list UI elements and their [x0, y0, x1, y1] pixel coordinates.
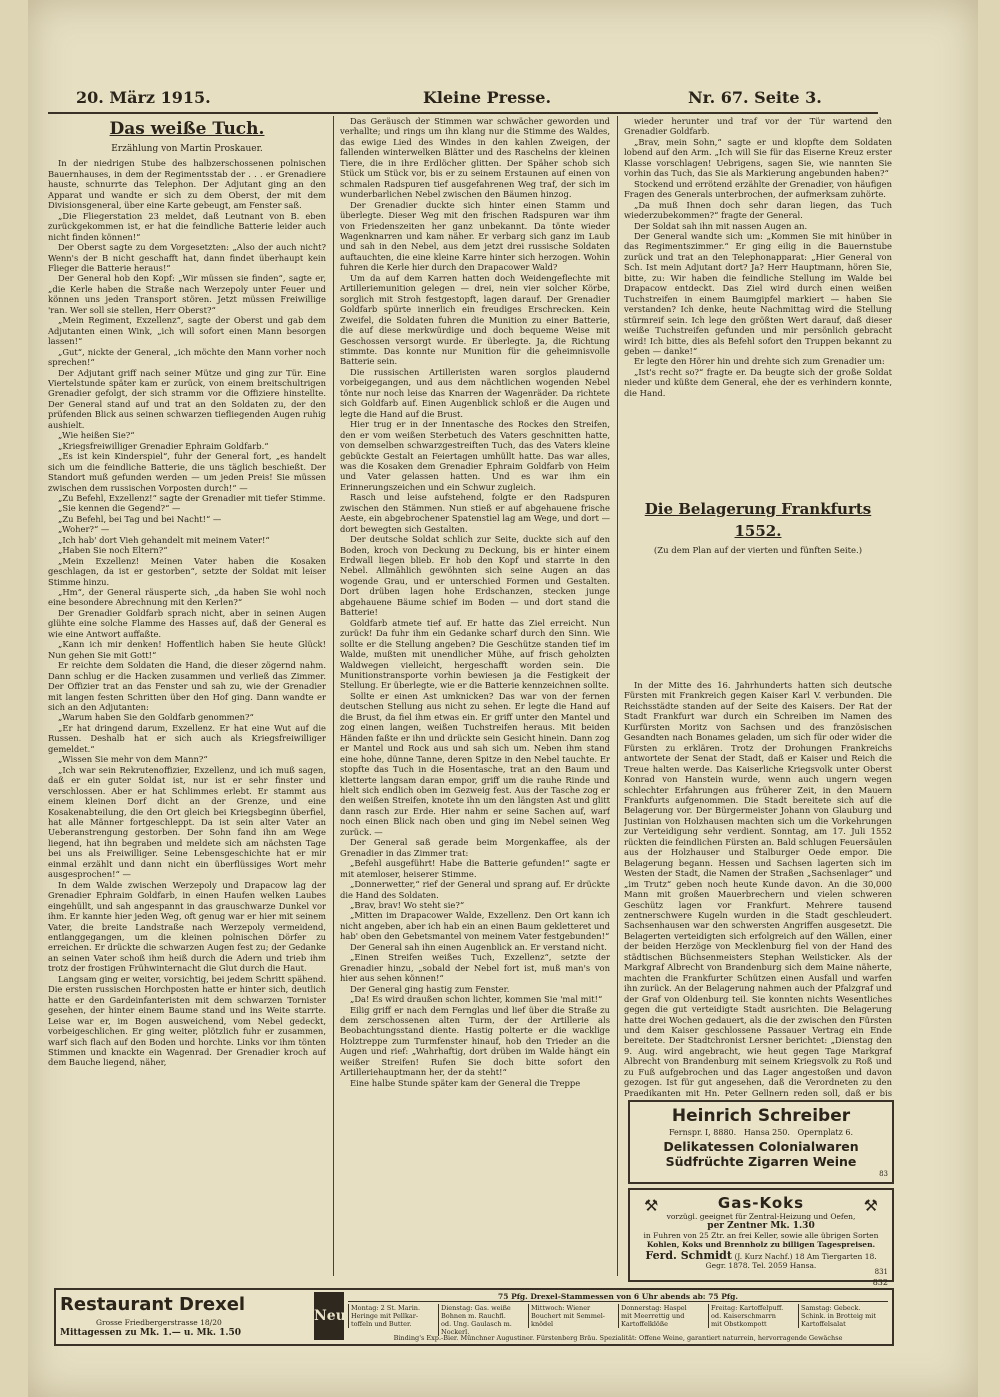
paragraph: Der General hob den Kopf: „Wir müssen sie finden“, sagte er, „die Kerle haben die Straße nach Werzepoly unter Feuer und können uns jeden Transport stören. Jetzt müssen Freiwillige 'ran. Wer soll sie stellen, Herr Oberst?“: [48, 273, 326, 315]
column-rule: [617, 116, 618, 1276]
ad-gas-koks: [628, 1188, 894, 1282]
menu-saturday: Samstag: Gebeck. Schink. in Brotteig mit Kartoffelsalat: [798, 1304, 877, 1328]
paragraph: „Warum haben Sie den Goldfarb genommen?“: [58, 712, 254, 723]
header-date: 20. März 1915.: [76, 88, 211, 107]
paragraph: „Befehl ausgeführt! Habe die Batterie gefunden!“ sagte er mit atemloser, heiserer Stimme.: [340, 858, 610, 879]
column-rule: [333, 116, 334, 1276]
ad-gaskoks-line3: in Fuhren von 25 Ztr. an frei Keller, sowie alle übrigen Sorten: [643, 1231, 879, 1240]
paragraph: „Gut“, nickte der General, „ich möchte den Mann vorher noch sprechen!“: [48, 346, 326, 368]
ad-drexel-neu-badge: Neu: [314, 1292, 344, 1340]
header-page-number: Nr. 67. Seite 3.: [688, 88, 822, 107]
paragraph: „Donnerwetter,“ rief der General und sprang auf. Er drückte die Hand des Soldaten.: [340, 879, 610, 900]
menu-tuesday: Dienstag: Gas. weiße Bohnen m. Rauchfl. od. Ung. Gaulasch m. Nockerl.: [438, 1304, 517, 1336]
ad-heinrich-schreiber: [628, 1100, 894, 1184]
story-byline: Erzählung von Martin Proskauer.: [111, 144, 263, 154]
ad-gaskoks-price: per Zentner Mk. 1.30: [707, 1221, 815, 1231]
paragraph: Rasch und leise aufstehend, folgte er den Radspuren zwischen den Stämmen. Nun stieß er auf abgehauene frische Aeste, ein abgebrochener Spatenstiel lag am Wege, und dort — dort bewegten sich Gestalten.: [340, 492, 610, 534]
paragraph: „Mein Regiment, Exzellenz“, sagte der Oberst und gab dem Adjutanten einen Wink, „ich will sofort einen Mann besorgen lassen!“: [48, 315, 326, 347]
crossed-hammers-icon: ⚒: [863, 1196, 878, 1215]
page-code: 832: [872, 1278, 888, 1287]
paragraph: „Da! Es wird draußen schon lichter, kommen Sie 'mal mit!“: [350, 994, 603, 1005]
paragraph: „Brav, mein Sohn,“ sagte er und klopfte dem Soldaten lobend auf den Arm. „Ich will Sie für das Eiserne Kreuz erster Klasse vorschlagen! Uebrigens, sagen Sie, wie nannten Sie vorhin das Tuch, das Sie als Markierung angebunden haben?“: [624, 136, 892, 179]
header-paper-title: Kleine Presse.: [423, 88, 552, 107]
paragraph: Der Grenadier Goldfarb sprach nicht, aber in seinen Augen glühte eine solche Flamme des Hasses auf, daß der General es wie eine Antwort auffaßte.: [48, 607, 326, 639]
ad-drexel-footer: Binding's Exp.-Bier. Münchner Augustiner. Fürstenberg Bräu. Spezialität: Offene Weine, garantiert naturrein, hervorragende Gewächse: [393, 1334, 843, 1342]
paragraph: „Er hat dringend darum, Exzellenz. Er hat eine Wut auf die Russen. Deshalb hat er sich auch als Kriegsfreiwilliger gemeldet.“: [48, 722, 326, 754]
paragraph: „Woher?“ —: [58, 524, 110, 535]
paragraph: Der General saß gerade beim Morgenkaffee, als der Grenadier in das Zimmer trat:: [340, 837, 610, 858]
ad-gaskoks-line4: Kohlen, Koks und Brennholz zu billigen Tagespreisen.: [646, 1240, 876, 1249]
siege-article-text: [624, 680, 892, 1098]
paragraph: „Ist's recht so?“ fragte er. Da beugte sich der große Soldat nieder und küßte dem General, ehe der es verhindern konnte, die Hand.: [624, 366, 892, 398]
paragraph: Er reichte dem Soldaten die Hand, die dieser zögernd nahm. Dann schlug er die Hacken zusammen und verließ das Zimmer. Der Offizier trat an das Fenster und sah zu, wie der Grenadier mit langen festen Schritten über den Hof ging. Dann wandte er sich an den Adjutanten:: [48, 660, 326, 713]
paragraph: „Wissen Sie mehr von dem Mann?“: [58, 754, 208, 765]
paragraph: „Kann ich mir denken! Hoffentlich haben Sie heute Glück! Nun gehen Sie mit Gott!“: [48, 639, 326, 660]
paragraph: „Haben Sie noch Eltern?“: [58, 545, 168, 556]
story-title: Das weiße Tuch.: [109, 119, 265, 139]
story-column-3: [624, 116, 892, 668]
ad-schreiber-products-1: Delikatessen Colonialwaren: [663, 1139, 859, 1154]
paragraph: Langsam ging er weiter, vorsichtig, bei jedem Schritt spähend. Die ersten russischen Horchposten hatte er hinter sich, deutlich hatte er den Gardeinfanteristen mit dem schwarzen Tornister gesehen, der hinter einem Baume stand und ins Weite starrte. Leise war er, im Bogen ausweichend, vom Nebel gedeckt, vorbeigeschlichen. Er ging weiter, plötzlich fuhr er zusammen, warf sich flach auf den Boden und horchte. Links vor ihm tönten Stimmen und knackte ein Wagenrad. Der Grenadier kroch auf dem Bauche liegend, näher,: [48, 973, 326, 1068]
paragraph: Er legte den Hörer hin und drehte sich zum Grenadier um:: [634, 356, 885, 367]
paragraph: Die russischen Artilleristen waren sorglos plaudernd vorbeigegangen, und aus dem nächtlichen wogenden Nebel tönte nur noch leise das Knarren der Wagenräder. Da richtete sich Goldfarb auf. Einen Augenblick schloß er die Augen und legte die Hand auf die Brust.: [340, 366, 610, 419]
story-text: [48, 158, 326, 1067]
ad-gaskoks-line1: vorzügl. geeignet für Zentral-Heizung und Oefen,: [666, 1212, 856, 1221]
paragraph: „Kriegsfreiwilliger Grenadier Ephraim Goldfarb.“: [58, 440, 269, 451]
paragraph: „Da muß Ihnen doch sehr daran liegen, das Tuch wiederzubekommen?“ fragte der General.: [624, 199, 892, 221]
paragraph: „Sie kennen die Gegend?“ —: [58, 503, 181, 514]
ad-schreiber-name: Heinrich Schreiber: [671, 1106, 851, 1126]
paragraph: „Die Fliegerstation 23 meldet, daß Leutnant von B. eben zurückgekommen ist, er hat die feindliche Batterie leider auch nicht finden können!“: [48, 210, 326, 242]
paragraph: Goldfarb atmete tief auf. Er hatte das Ziel erreicht. Nun zurück! Da fuhr ihm ein Gedanke scharf durch den Sinn. Wie sollte er die Stellung angeben? Die Geschütze standen tief im Walde, mußten mit unendlicher Mühe, auf frisch geholzten Waldwegen vielleicht, hergeschafft worden sein. Die Munitionstransporte vorhin bewiesen ja die Festigkeit der Stellung. Er überlegte, wie er die Batterie kennzeichnen sollte.: [340, 617, 610, 691]
paragraph: „Ich hab' dort Vieh gehandelt mit meinem Vater!“: [58, 534, 270, 545]
story-text: [624, 116, 892, 398]
paragraph: Der deutsche Soldat schlich zur Seite, duckte sich auf den Boden, kroch von Deckung zu Deckung, bis er hinter einem Erdwall liegen blieb. Er hob den Kopf und starrte in den Nebel. Allmählich gewöhnten sich seine Augen an das wogende Grau, und er unterschied Formen und Gestalten. Dort drüben lagen hohe Erdschanzen, stecken junge abgehauene Bäume schief im Boden — und dort stand die Batterie!: [340, 534, 610, 618]
siege-subtitle: (Zu dem Plan auf der vierten und fünften Seite.): [653, 546, 863, 556]
paragraph: In der niedrigen Stube des halbzerschossenen polnischen Bauernhauses, in dem der Regimentsstab der . . . er Grenadiere hauste, schnurrte das Telephon. Der Adjutant ging an den Apparat und wandte er sich zu dem Oberst, der mit dem Divisionsgeneral, über eine Karte gebeugt, am Fenster saß.: [48, 158, 326, 211]
siege-text: [624, 680, 892, 1098]
paragraph: „Einen Streifen weißes Tuch, Exzellenz“, setzte der Grenadier hinzu, „sobald der Nebel fort ist, muß man's von hier aus sehen können!“: [340, 952, 610, 984]
menu-thursday: Donnerstag: Haspel mit Meerrettig und Kartoffelklöße: [618, 1304, 697, 1328]
ad-drexel-address: Grosse Friedbergerstrasse 18/20: [96, 1318, 222, 1327]
paragraph: „Zu Befehl, bei Tag und bei Nacht!“ —: [58, 513, 222, 524]
ad-gaskoks-name: Gas-Koks: [717, 1194, 805, 1212]
ad-schreiber-code: 83: [879, 1170, 888, 1178]
menu-wednesday: Mittwoch: Wiener Bouchert mit Semmel-knödel: [528, 1304, 607, 1328]
crossed-hammers-icon: ⚒: [644, 1196, 659, 1215]
paragraph: In der Mitte des 16. Jahrhunderts hatten sich deutsche Fürsten mit Frankreich gegen Kaiser Karl V. verbunden. Die Reichsstädte standen auf der Seite des Kaisers. Der Rat der Stadt Frankfurt war durch ein Schreiben im Namen des Kurfürsten Moritz von Sachsen und des französischen Gesandten nach Bonames geladen, um sich für oder wider die Fürsten zu erklären. Trotz der Drohungen Frankreichs antwortete der Senat der Stadt, daß er Kaiser und Reich die Treue halten werde. Das Kaiserliche Kriegsvolk unter Oberst Konrad von Hanstein wurde, wenn auch ungern wegen schlechter Erfahrungen aus früherer Zeit, in den Mauern Frankfurts aufgenommen. Die Stadt bereitete sich auf die Belagerung vor. Der Bürgermeister Johann von Glauburg und Justinian von Holzhausen machten sich um die Vorkehrungen zur Verteidigung sehr verdient. Sonntag, am 17. Juli 1552 rückten die feindlichen Fürsten an. Bald schlugen Feuersäulen aus der Holzhauser und Stalburger Oede empor. Die Belagerung begann. Hessen und Sachsen lagerten sich im Westen der Stadt, die Namen der Straßen „Sachsenlager“ und „im Trutz“ geben noch heute Kunde davon. An die 30,000 Mann mit großen Mauerbrechern und vielen schweren Geschütz lagen vor Frankfurt. Mehrere tausend zentnerschwere Kugeln wurden in die Stadt geschleudert. Sachsenhausen war den schwersten Angriffen ausgesetzt. Die Belagerten verteidigten sich erfolgreich auf den Wällen, einer der beiden Herzöge von Mecklenburg fiel von der Hand des städtischen Büchsenmeisters Stephan Weilsticker. Als der Markgraf Albrecht von Brandenburg sich dem Maine näherte, machten die Frankfurter Schützen einen Ausfall und warfen ihn zurück. An der Belagerung nahmen auch der Pfalzgraf und der Graf von Oldenburg teil. Sie konnten nichts Wesentliches gegen die gut verteidigte Stadt ausrichten. Die Belagerung hatte drei Wochen gedauert, als die der zwischen den Fürsten und dem Kaiser geschlossene Passauer Vertrag ein Ende bereitete. Der Stadtchronist Lersner berichtet: „Dienstag den 9. Aug. wird angebracht, wie heut gegen Tage Markgraf Albrecht von Brandenburg mit seinem Kriegsvolk zu Roß und zu Fuß aufgebrochen und das Lager angestoßen und davon gezogen. Ist für gut angesehen, daß die Verordneten zu den Praedikanten mit Hn. Peter Gellnern reden soll, daß er bis: [624, 680, 892, 1098]
paragraph: Der Adjutant griff nach seiner Mütze und ging zur Tür. Eine Viertelstunde später kam er zurück, von einem breitschultrigen Grenadier gefolgt, der sich stramm vor die Offiziere hinstellte. Der General stand auf und trat an den Soldaten zu, der den prüfenden Blick aus seinen schwarzen tiefliegenden Augen ruhig aushielt.: [48, 367, 326, 430]
story-text: [340, 116, 610, 1088]
paragraph: Der General wandte sich um: „Kommen Sie mit hinüber in das Regimentszimmer.“ Er ging eilig in die Bauernstube zurück und trat an den Telephonapparat: „Hier General von Sch. Ist mein Adjutant dort? Ja? Herr Hauptmann, hören Sie, bitte, zu: Wir haben die feindliche Stellung im Walde bei Drapacow entdeckt. Das Ziel wird durch einen weißen Tuchstreifen in einem Baumgipfel markiert — haben Sie verstanden? Ich denke, heute Nachmittag wird die Stellung stürmreif sein. Ich lege den größten Wert darauf, daß dieser weiße Tuchstreifen gefunden und mir persönlich gebracht wird! Ich bitte, dies als Befehl sofort den Truppen bekannt zu geben — danke!“: [624, 230, 892, 356]
paragraph: „Ich war sein Rekrutenoffizier, Exzellenz, und ich muß sagen, daß er ein guter Soldat ist, nur ist er sehr finster und verschlossen. Aber er hat Schlimmes erlebt. Er stammt aus einem kleinen Dorf dicht an der Grenze, und eine Kosakenabteilung, die den Ort gleich bei Kriegsbeginn überfiel, hat alle Männer fortgeschleppt. Da ist sein alter Vater an Ueberanstrengung gestorben. Der Sohn fand ihn am Wege liegend, hat ihn begraben und meldete sich am nächsten Tage bei uns als Freiwilliger. Seine Lebensgeschichte hat er mir einmal erzählt und dann nicht ein überflüssiges Wort mehr ausgesprochen!“ —: [48, 764, 326, 880]
paragraph: Eilig griff er nach dem Fernglas und lief über die Straße zu dem zerschossenen alten Turm, der der Artillerie als Beobachtungsstand diente. Hastig polterte er die wacklige Holztreppe zum Turmfenster hinauf, hob den Trieder an die Augen und rief: „Wahrhaftig, dort drüben im Walde hängt ein weißer Streifen! Rufen Sie doch bitte sofort den Artilleriehauptmann her, der da steht!“: [340, 1004, 610, 1078]
ad-gaskoks-code: 831: [874, 1268, 888, 1276]
paragraph: Der Oberst sagte zu dem Vorgesetzten: „Also der auch nicht? Wenn's der B nicht geschafft hat, dann findet überhaupt kein Flieger die Batterie heraus!“: [48, 242, 326, 273]
story-column-2: [340, 116, 610, 1272]
paragraph: Eine halbe Stunde später kam der General die Treppe: [350, 1077, 581, 1088]
ad-gaskoks-owner: Ferd. Schmidt: [645, 1249, 732, 1262]
siege-title: Die Belagerung Frankfurts 1552.: [644, 500, 872, 540]
paragraph: Der General sah ihn einen Augenblick an. Er verstand nicht.: [350, 941, 607, 952]
paragraph: Der General ging hastig zum Fenster.: [350, 983, 510, 994]
ad-gaskoks-owner-info: (J. Kurz Nachf.) 18 Am Tiergarten 18.: [734, 1252, 877, 1261]
paragraph: Der Soldat sah ihn mit nassen Augen an.: [634, 220, 808, 231]
ad-drexel-header: 75 Pfg. Drexel-Stammessen von 6 Uhr abends ab: 75 Pfg.: [348, 1292, 888, 1302]
paragraph: In dem Walde zwischen Werzepoly und Drapacow lag der Grenadier Ephraim Goldfarb, in einen Haufen welken Laubes eingehüllt, und sah angespannt in das grauschwarze Dunkel vor ihm. Er kannte hier jeden Weg, oft genug war er hier mit seinem Vater, die breite Landstraße nach Werzepoly vermeidend, entlanggegangen, um die kleinen polnischen Dörfer zu erreichen. Er drückte die schwarzen Augen fest zu; der Gedanke an seinen Vater schoß ihm heiß durch die Adern und trieb ihm trotz der frostigen Frühwinternacht die Glut durch die Haut.: [48, 879, 326, 974]
story-column-1: [48, 116, 326, 1224]
paragraph: „Hm“, der General räusperte sich, „da haben Sie wohl noch eine besondere Abrechnung mit den Kerlen?“: [48, 587, 326, 608]
menu-friday: Freitag: Kartoffelpuff. od. Kaiserschmarrn mit Obstkompott: [708, 1304, 787, 1328]
paragraph: Um da auf dem Karren hatten doch Weidengeflechte mit Artilleriemunition gelegen — drei, nein vier solcher Körbe, sorglich mit Stroh festgestopft, lagen darauf. Der Grenadier Goldfarb spürte innerlich ein freudiges Erschrecken. Kein Zweifel, die Soldaten fuhren die Munition zu einer Batterie, die auf diese merkwürdige und doch bequeme Weise mit Geschossen versorgt wurde. Er überlegte. Ja, die Richtung stimmte. Das konnte nur Munition für die geheimnisvolle Batterie sein.: [340, 272, 610, 367]
paragraph: wieder herunter und traf vor der Tür wartend den Grenadier Goldfarb.: [624, 116, 892, 137]
paragraph: „Brav, brav! Wo steht sie?“: [350, 899, 465, 910]
ad-schreiber-contact: Fernspr. I, 8880. Hansa 250. Opernplatz 6.: [668, 1128, 854, 1137]
siege-article-heading: [624, 496, 892, 559]
paragraph: Hier trug er in der Innentasche des Rockes den Streifen, den er vom weißen Sterbetuch des Vaters geschnitten hatte, von demselben schwarzgestreiften Tuch, das des Vaters kleine gebückte Gestalt an Feiertagen umhüllt hatte. Das war alles, was die Kosaken dem Grenadier Ephraim Goldfarb von Heim und Vater gelassen hatten. Und es war ihm ein Erinnerungszeichen und ein Schwur zugleich.: [340, 419, 610, 492]
paragraph: Das Geräusch der Stimmen war schwächer geworden und verhallte; und rings um ihn klang nur die Stimme des Waldes, das ewige Lied des Windes in den kahlen Zweigen, der fallenden winterwelken Blätter und des Raschelns der kleinen Tiere, die in ihre Erdlöcher glitten. Der Späher schob sich Stück um Stück vor, bis er zu seinem Erstaunen auf einen von schmalen Radspuren tief ausgefahrenen Weg traf, der sich im wunderbarlichen Nebel zwischen den Bäumen hinzog.: [340, 116, 610, 200]
paragraph: „Zu Befehl, Exzellenz!“ sagte der Grenadier mit tiefer Stimme.: [58, 492, 326, 503]
paragraph: Der Grenadier duckte sich hinter einen Stamm und überlegte. Dieser Weg mit den frischen Radspuren war ihm von Friedenszeiten her ganz unbekannt. Da tönte wieder Wagenknarren und kam näher. Er verbarg sich ganz im Laub und sah in den Nebel, aus dem jetzt drei russische Soldaten auftauchten, die eine kleine Karre hinter sich herzogen. Wohin fuhren die Kerle hier durch den Drapacower Wald?: [340, 199, 610, 273]
paragraph: Sollte er einen Ast umknicken? Das war von der fernen deutschen Stellung aus nicht zu sehen. Er legte die Hand auf die Brust, da fiel ihm etwas ein. Er griff unter den Mantel und zog einen langen, weißen Tuchstreifen heraus. Mit beiden Händen faßte er ihn und drückte sein Gesicht hinein. Dann zog er Mantel und Rock aus und sah sich um. Neben ihm stand eine hohe, dünne Tanne, deren Spitze in den Nebel tauchte. Er stopfte das Tuch in die Hosentasche, trat an den Baum und kletterte langsam daran empor, griff um die rauhe Rinde und hielt sich endlich oben im Gezweig fest. Aus der Tasche zog er den weißen Streifen, knotete ihn um den längsten Ast und glitt dann rasch zur Erde. Hier nahm er seine Sachen auf, warf noch einen Blick nach oben und ging im Nebel seinen Weg zurück. —: [340, 690, 610, 837]
paragraph: Stockend und errötend erzählte der Grenadier, von häufigen Fragen des Generals unterbrochen, der aufmerksam zuhörte.: [624, 178, 892, 200]
paragraph: „Es ist kein Kinderspiel“, fuhr der General fort, „es handelt sich um die feindliche Batterie, die uns täglich beschießt. Der Standort muß gefunden werden — um jeden Preis! Sie müssen zwischen dem russischen Vorposten durch!“ —: [48, 451, 326, 493]
paragraph: „Mitten im Drapacower Walde, Exzellenz. Den Ort kann ich nicht angeben, aber ich hab ein an einen Baum gekletteret und hab' oben den Gebetsmantel von meinem Vater festgebunden!“: [340, 910, 610, 942]
paragraph: „Mein Exzellenz! Meinen Vater haben die Kosaken geschlagen, da ist er gestorben“, setzte der Soldat mit leiser Stimme hinzu.: [48, 555, 326, 587]
ad-schreiber-products-2: Südfrüchte Zigarren Weine: [665, 1154, 857, 1169]
ad-gaskoks-founded: Gegr. 1878. Tel. 2059 Hansa.: [705, 1261, 817, 1270]
ad-restaurant-drexel: [54, 1288, 894, 1346]
menu-monday: Montag: 2 St. Marin. Heringe mit Pellkar-toffeln und Butter.: [348, 1304, 427, 1328]
ad-drexel-price: Mittagessen zu Mk. 1.— u. Mk. 1.50: [60, 1328, 242, 1338]
paragraph: „Wie heißen Sie?“: [58, 430, 135, 441]
page-header: [48, 88, 878, 114]
ad-drexel-brand: Restaurant Drexel: [60, 1294, 246, 1315]
